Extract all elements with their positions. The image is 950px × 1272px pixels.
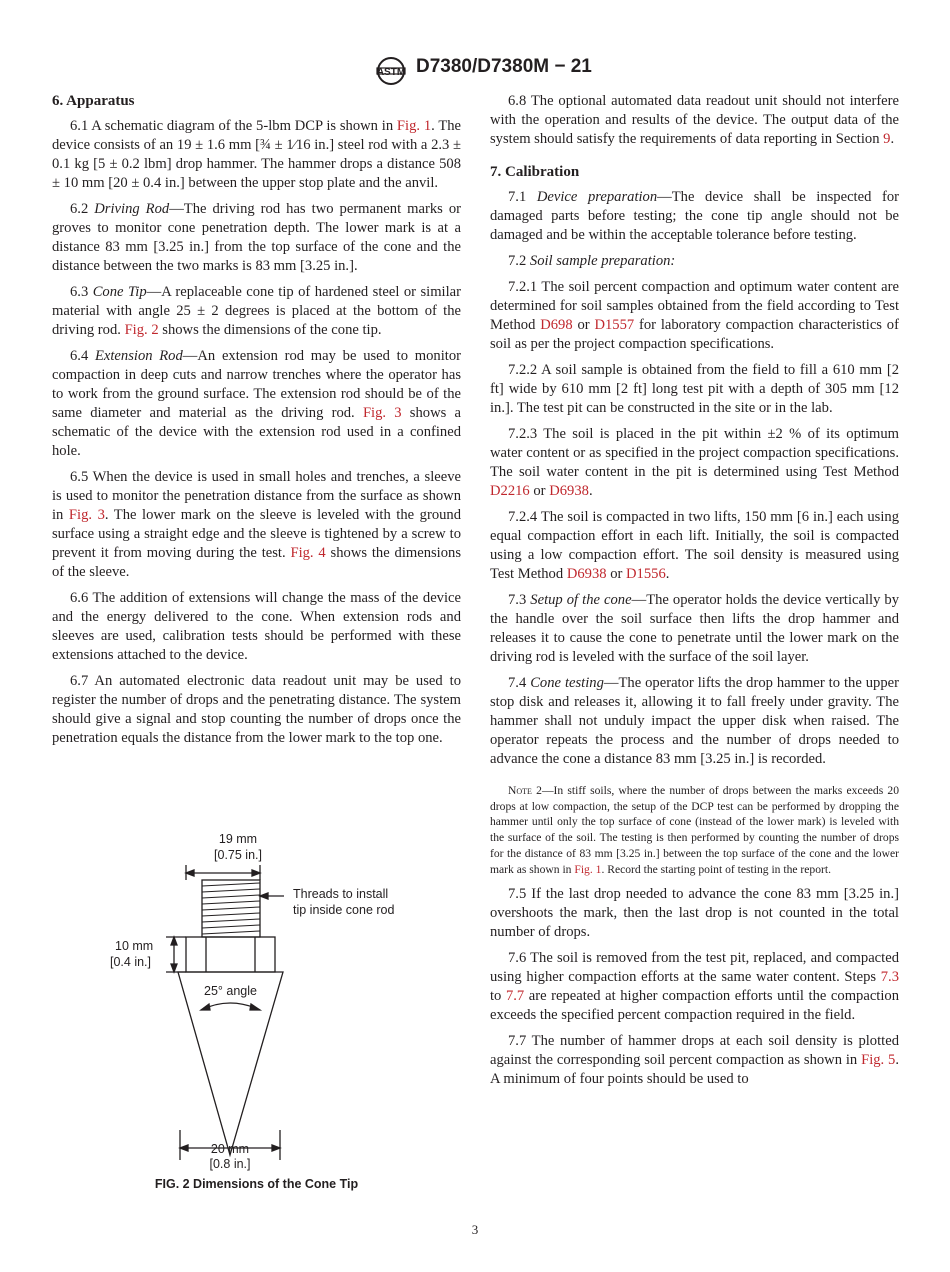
angle-label: 25° angle <box>204 984 257 998</box>
d1557-link[interactable]: D1557 <box>594 317 635 333</box>
fig-1-link[interactable]: Fig. 1 <box>574 862 602 876</box>
paragraph-7-2-3: 7.2.3 The soil is placed in the pit within ±2 % of its optimum water content or as specified in the project compaction specifications. The soil water content in the pit is determined using Test Method D2216 or D6938. <box>490 426 899 499</box>
fig-4-link[interactable]: Fig. 4 <box>290 545 326 561</box>
d6938-link[interactable]: D6938 <box>549 483 589 499</box>
paragraph-6-7: 6.7 An automated electronic data readout unit may be used to register the number of drops and the penetrating distance. The system should give a signal and stop counting the number of drops once the penetration equals the distance from the lower mark to the top one. <box>52 673 461 746</box>
paragraph-6-1: 6.1 A schematic diagram of the 5-lbm DCP is shown in Fig. 1. The device consists of an 19 ± 1.6 mm [¾ ± 1⁄16 in.] steel rod with a 2.3 ± 0.1 kg [5 ± 0.2 lbm] drop hammer. The hammer drops a distance 508 ± 10 mm [20 ± 0.4 in.] between the upper stop plate and the anvil. <box>52 118 462 191</box>
step-7-7-link[interactable]: 7.7 <box>505 988 525 1005</box>
fig-3-link[interactable]: Fig. 3 <box>68 507 105 523</box>
page-header <box>0 52 950 88</box>
thread-label-line1: Threads to install <box>293 887 389 901</box>
paragraph-7-3: 7.3 Setup of the cone—The operator holds the device vertically by the handle over the soil surface then lifts the drop hammer and releases it to cause the cone to penetrate until the lower mark on the driving rod is leveled with the surface of the soil layer. <box>490 592 899 665</box>
document-id: D7380/D7380M − 21 <box>416 56 592 77</box>
svg-text:ASTM: ASTM <box>376 67 406 78</box>
paragraph-7-1: 7.1 Device preparation—The device shall be inspected for damaged parts before testing; the cone tip angle should not be damaged and be within the acceptable tolerance before testing. <box>490 189 900 243</box>
section-9-link[interactable]: 9 <box>883 131 891 147</box>
note-2: Note 2—In stiff soils, where the number of drops between the marks exceeds 20 drops at low compaction, the setup of the DCP test can be performed by dropping the hammer until only the top surface of cone (instead of the lower mark) is leveled with the surface of the soil. The testing is then performed by counting the number of drops for the distance of 83 mm [3.25 in.] between the top surface of the cone and the lower mark as shown in Fig. 1. Record the starting point of testing in the report. <box>490 784 900 876</box>
right-column <box>490 92 899 1096</box>
section-heading: 6. Apparatus <box>52 93 135 109</box>
bottom-dimension-label: 20 mm <box>210 1142 250 1156</box>
paragraph-7-7: 7.7 The number of hammer drops at each soil density is plotted against the corresponding soil percent compaction as shown in Fig. 5. A minimum of four points should be used to <box>490 1033 900 1088</box>
paragraph-6-8: 6.8 The optional automated data readout unit should not interfere with the operation and results of the device. The output data of the system should satisfy the requirements of data reporting in Section 9. <box>490 93 899 147</box>
fig-3-link[interactable]: Fig. 3 <box>362 405 402 421</box>
cone-tip-figure <box>100 830 430 1200</box>
thread-label-line2: tip inside cone rod <box>293 903 395 917</box>
cone-tip-diagram <box>100 830 430 1170</box>
paragraph-7-2: 7.2 Soil sample preparation: <box>508 253 676 269</box>
step-7-3-link[interactable]: 7.3 <box>880 969 899 986</box>
fig-5-link[interactable]: Fig. 5 <box>861 1052 896 1069</box>
paragraph-6-4: 6.4 Extension Rod—An extension rod may be used to monitor compaction in deep cuts and narrow trenches where the operator has to work from the ground surface. The extension rod should be of the same diameter and material as the driving rod. Fig. 3 shows a schematic of the device with the extension rod used in a confined hole. <box>52 348 461 459</box>
paragraph-7-5: 7.5 If the last drop needed to advance the cone 83 mm [3.25 in.] overshoots the mark, then the last drop is not counted in the total number of drops. <box>490 886 899 941</box>
d1556-link[interactable]: D1556 <box>626 566 666 582</box>
side-dimension-inch-label: [0.4 in.] <box>110 955 151 969</box>
d2216-link[interactable]: D2216 <box>490 483 530 499</box>
paragraph-6-6: 6.6 The addition of extensions will change the mass of the device and the energy delivered to the cone. When extension rods and sleeves are used, calibration tests should be performed with these extensions attached to the device. <box>52 590 461 663</box>
paragraph-7-6: 7.6 The soil is removed from the test pit, replaced, and compacted using higher compaction efforts at the same water content. Steps 7.3 to 7.7 are repeated at higher compaction efforts until the compaction exceeds the specified percent compaction required in the field. <box>490 950 899 1024</box>
fig-1-link[interactable]: Fig. 1 <box>396 118 432 134</box>
paragraph-7-2-4: 7.2.4 The soil is compacted in two lifts, 150 mm [6 in.] each using equal compaction effort in each lift. Initially, the soil is compacted using a low compaction effort. The soil density is measured using Test Method D6938 or D1556. <box>490 509 899 582</box>
paragraph-7-2-1: 7.2.1 The soil percent compaction and optimum water content are determined for soil samples obtained from the field according to Test Method D698 or D1557 for laboratory compaction characteristics of soil as per the project compaction specifications. <box>490 279 899 352</box>
paragraph-6-5: 6.5 When the device is used in small holes and trenches, a sleeve is used to monitor the penetration distance from the surface as shown in Fig. 3. The lower mark on the sleeve is leveled with the ground surface using a straight edge and the sleeve is tightened by a screw to prevent it from moving during the test. Fig. 4 shows the dimensions of the sleeve. <box>52 469 462 580</box>
left-column <box>52 92 461 755</box>
bottom-dimension-inch-label: [0.8 in.] <box>209 1157 251 1171</box>
side-dimension-label: 10 mm <box>115 939 154 953</box>
paragraph-6-3: 6.3 Cone Tip—A replaceable cone tip of hardened steel or similar material with angle 25 ± 2 degrees is placed at the bottom of the driving rod. Fig. 2 shows the dimensions of the cone tip. <box>52 284 462 338</box>
section-heading: 7. Calibration <box>490 164 580 180</box>
paragraph-6-2: 6.2 Driving Rod—The driving rod has two permanent marks or groves to monitor cone penetration depth. The lower mark is at a distance 83 mm [3.25 in.] from the top surface of the cone and the distance between the two marks is 83 mm [3.25 in.]. <box>52 201 462 274</box>
d698-link[interactable]: D698 <box>540 317 573 333</box>
figure-caption: FIG. 2 Dimensions of the Cone Tip <box>154 1177 359 1191</box>
paragraph-7-2-2: 7.2.2 A soil sample is obtained from the field to fill a 610 mm [2 ft] wide by 610 mm [2 ft] long test pit with a depth of 305 mm [12 in.]. The test pit can be constructed in the site or in the lab. <box>490 362 899 416</box>
d6938-link[interactable]: D6938 <box>566 566 607 582</box>
top-dimension-inch-label: [0.75 in.] <box>214 848 262 862</box>
fig-2-link[interactable]: Fig. 2 <box>124 322 159 338</box>
astm-logo-icon <box>372 56 410 86</box>
top-dimension-label: 19 mm <box>218 832 258 846</box>
paragraph-7-4: 7.4 Cone testing—The operator lifts the drop hammer to the upper stop disk and releases it, allowing it to fall freely under gravity. The hammer shall not unduly impact the upper disk when raised. The operator repeats the process and the number of drops needed to advance the cone a distance 83 mm [3.25 in.] is recorded. <box>490 675 899 767</box>
page-number: 3 <box>471 1222 479 1237</box>
